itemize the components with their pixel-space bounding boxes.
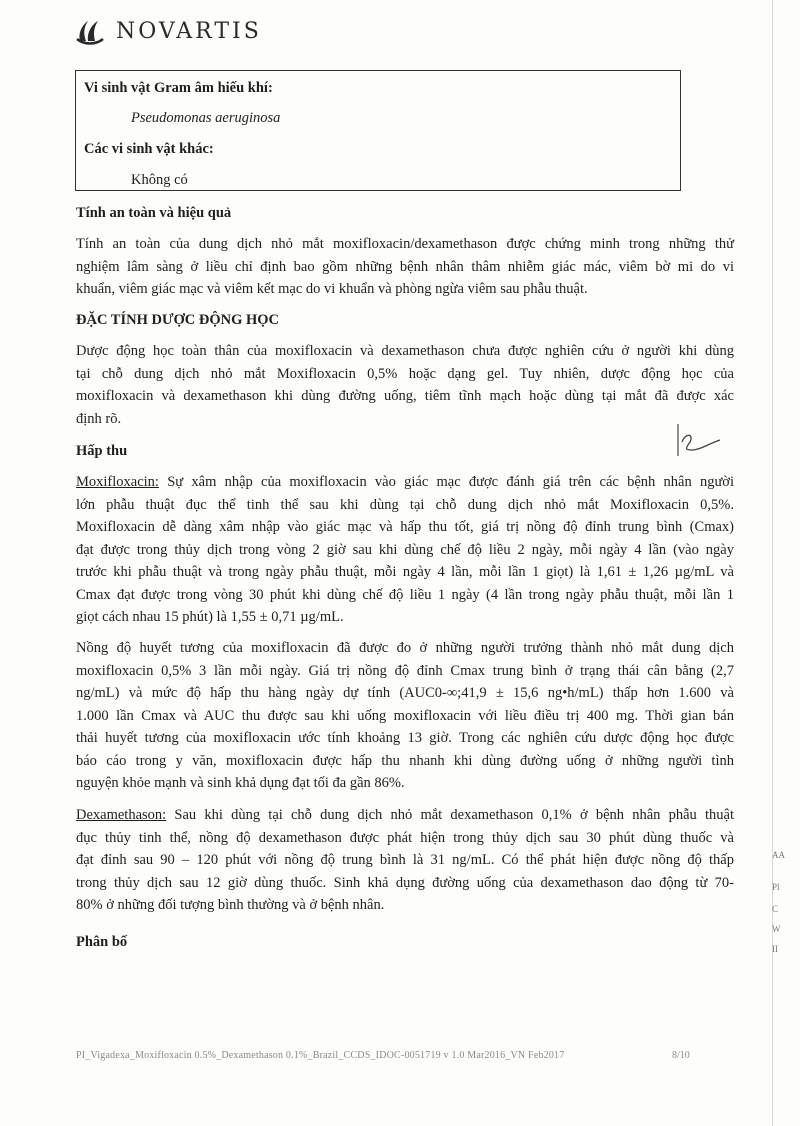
margin-mark: AA xyxy=(772,850,785,860)
margin-mark: W xyxy=(772,924,781,934)
page-number: 8/10 xyxy=(672,1050,690,1061)
safety-paragraph xyxy=(76,233,734,301)
handwritten-initials xyxy=(672,420,724,460)
margin-mark: Pl xyxy=(772,882,780,892)
plasma-line: ng/mL) và mức độ hấp thu hàng ngày dự tính (AUC0-∞;41,9 ± 15,6 ng•h/mL) thấp hơn 1.600 và xyxy=(76,685,734,701)
dexamethason-line: Sau khi dùng tại chỗ dung dịch nhỏ mắt dexamethason 0,1% ở bệnh nhân phẫu thuật xyxy=(166,807,734,823)
moxifloxacin-line: đạt được trong thủy dịch trong vòng 2 giờ sau khi dùng chế độ liều 2 ngày, mỗi ngày 4 lần (vào ngày xyxy=(76,541,734,558)
moxifloxacin-line: lớn phẫu thuật đục thể tinh thể sau khi dùng tại chỗ dung dịch nhỏ mắt Moxifloxacin 0,5%. xyxy=(76,496,734,513)
safety-line: nghiệm lâm sàng ở liều chỉ định bao gồm những bệnh nhân thâm nhiễm giác mác, viêm bờ mi do vi xyxy=(76,258,734,275)
moxifloxacin-paragraph xyxy=(76,471,734,629)
microorganism-box xyxy=(75,70,681,191)
other-microorganisms-item: Không có xyxy=(131,172,188,188)
plasma-line: 1.000 lần Cmax và AUC thu được sau khi uống moxifloxacin với liều điều trị 400 mg. Thời gian bán xyxy=(76,707,734,724)
absorption-heading: Hấp thu xyxy=(76,443,128,459)
dexamethason-line: trong thủy dịch sau 12 giờ dùng thuốc. Sinh khả dụng đường uống của dexamethason dao động từ 70- xyxy=(76,874,734,891)
margin-mark: II xyxy=(772,944,778,954)
margin-mark: C xyxy=(772,904,779,914)
safety-line: khuẩn, viêm giác mạc và viêm kết mạc do vi khuẩn và phòng ngừa viêm sau phẫu thuật. xyxy=(76,281,588,297)
gram-negative-item: Pseudomonas aeruginosa xyxy=(131,110,281,126)
other-microorganisms-heading: Các vi sinh vật khác: xyxy=(84,141,214,157)
plasma-line: báo cáo trong y văn, moxifloxacin được hấp thu nhanh khi dùng đường uống ở những người tình xyxy=(76,752,734,769)
pk-line: moxifloxacin và dexamethason khi dùng đường uống, tiêm tĩnh mạch hoặc dùng tại mắt đã được xác xyxy=(76,388,734,404)
pk-line: tại chỗ dung dịch nhỏ mắt Moxifloxacin 0,5% hoặc dạng gel. Tuy nhiên, dược động học của xyxy=(76,365,734,382)
plasma-paragraph xyxy=(76,637,734,795)
dexamethason-line: đục thủy tinh thể, nồng độ dexamethason được phát hiện trong thủy dịch sau 30 phút dùng thuốc và xyxy=(76,829,734,846)
moxifloxacin-line: Cmax đạt được trong vòng 30 phút khi dùng chế độ liều 1 ngày (4 lần trong ngày phẫu thuật, mỗi lần 1 xyxy=(76,586,734,603)
moxifloxacin-line: giọt cách nhau 15 phút) là 1,55 ± 0,71 µg/mL. xyxy=(76,609,344,625)
pk-line: Dược động học toàn thân của moxifloxacin và dexamethason chưa được nghiên cứu ở người khi dùng xyxy=(76,343,734,359)
distribution-heading: Phân bố xyxy=(76,934,128,950)
plasma-line: thải huyết tương của moxifloxacin ước tính khoảng 13 giờ. Trong các nghiên cứu dược động học được xyxy=(76,730,734,746)
plasma-line: moxifloxacin 0,5% 3 lần mỗi ngày. Giá trị nồng độ đỉnh Cmax trung bình ở trạng thái cân bằng (2,7 xyxy=(76,662,734,679)
plasma-line: nguyện khỏe mạnh và sinh khả dụng đạt tối đa gần 86%. xyxy=(76,775,405,791)
gram-negative-heading: Vi sinh vật Gram âm hiếu khí: xyxy=(84,80,273,96)
dexamethason-label: Dexamethason: xyxy=(76,807,167,823)
pk-heading: ĐẶC TÍNH DƯỢC ĐỘNG HỌC xyxy=(76,312,280,328)
dexamethason-paragraph xyxy=(76,804,734,917)
footer-document-id: PI_Vigadexa_Moxifloxacin 0.5%_Dexamethason 0.1%_Brazil_CCDS_IDOC-0051719 v 1.0 Mar2016_VN Feb2017 xyxy=(76,1050,565,1061)
margin-marks xyxy=(768,850,798,990)
novartis-flame-icon xyxy=(74,15,106,47)
safety-line: Tính an toàn của dung dịch nhỏ mắt moxifloxacin/dexamethason được chứng minh trong những thử xyxy=(76,236,734,252)
dexamethason-line: 80% ở những đối tượng bình thường và ở bệnh nhân. xyxy=(76,897,385,913)
brand-name: NOVARTIS xyxy=(116,18,262,44)
pk-line: định rõ. xyxy=(76,410,122,427)
plasma-line: Nồng độ huyết tương của moxifloxacin đã được đo ở những người trưởng thành nhỏ mắt dung dịch xyxy=(76,640,734,656)
novartis-logo xyxy=(74,14,262,48)
moxifloxacin-line: trước khi phẫu thuật và trong ngày phẫu thuật, mỗi ngày 4 lần, mỗi lần 1 giọt) là 1,61 ± 1,26 µg/mL và xyxy=(76,564,734,580)
moxifloxacin-label: Moxifloxacin: xyxy=(76,474,159,490)
dexamethason-line: đạt đỉnh sau 90 – 120 phút với nồng độ trung bình là 31 ng/mL. Có thể phát hiện được nồng độ thấp xyxy=(76,852,734,868)
moxifloxacin-line: Moxifloxacin dễ dàng xâm nhập vào giác mạc và hấp thu tốt, giá trị nồng độ đỉnh trung bình (Cmax) xyxy=(76,519,734,535)
pk-paragraph xyxy=(76,340,734,430)
moxifloxacin-line: Sự xâm nhập của moxifloxacin vào giác mạc được đánh giá trên các bệnh nhân người xyxy=(158,474,734,490)
safety-heading: Tính an toàn và hiệu quả xyxy=(76,205,232,221)
